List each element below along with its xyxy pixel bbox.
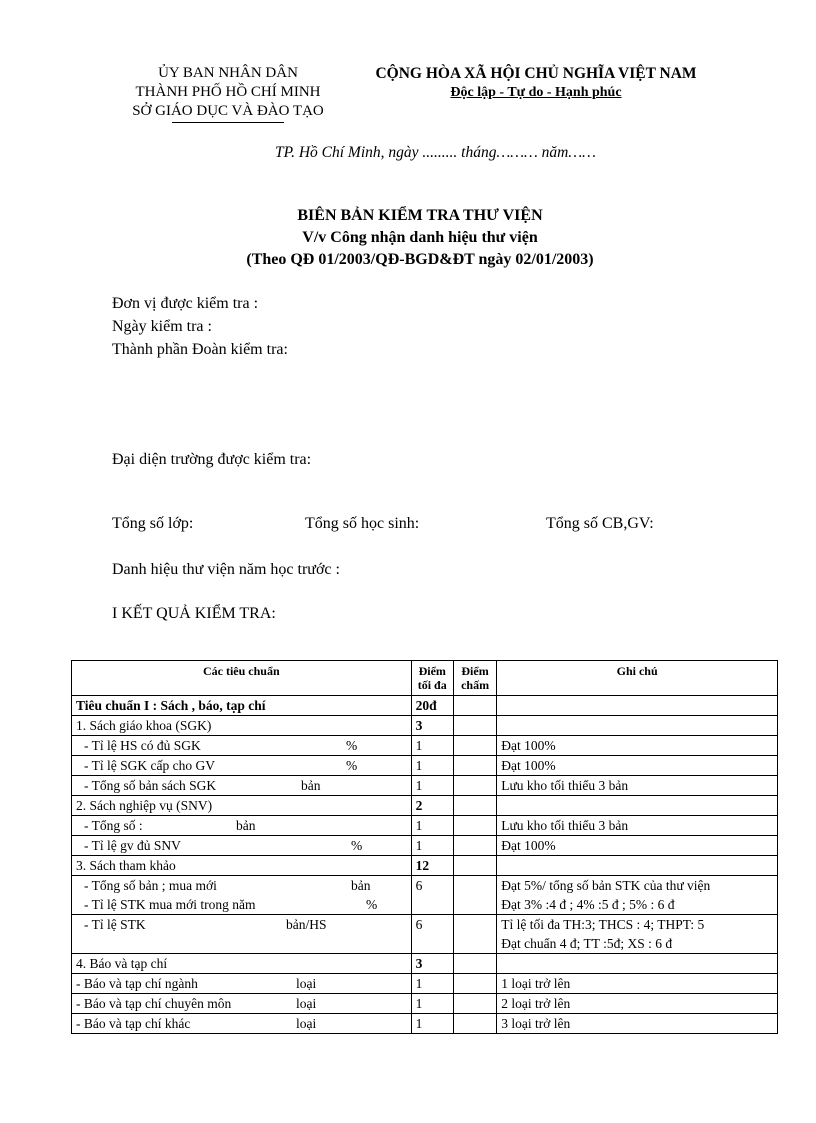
max-score-cell: 1 (411, 1014, 453, 1034)
criteria-unit: bản (236, 818, 256, 833)
title-line-1: BIÊN BẢN KIỂM TRA THƯ VIỆN (297, 207, 543, 224)
table-row (72, 816, 778, 836)
table-row (72, 716, 778, 736)
criteria-unit: bản (301, 778, 321, 793)
note-cell (497, 876, 778, 915)
org-line-1: ỦY BAN NHÂN DÂN (158, 65, 298, 81)
criteria-unit: bản/HS (286, 917, 327, 932)
given-score-cell[interactable] (453, 994, 496, 1014)
nation-name: CỘNG HÒA XÃ HỘI CHỦ NGHĨA VIỆT NAM (375, 65, 697, 82)
given-score-cell[interactable] (453, 736, 496, 756)
note-cell (497, 756, 778, 776)
table-row (72, 974, 778, 994)
table-row (72, 876, 778, 915)
field-unit: Đơn vị được kiểm tra : (112, 295, 259, 312)
note-line: 2 loại trở lên (501, 996, 571, 1011)
note-cell (497, 816, 778, 836)
table-row (72, 756, 778, 776)
table-row (72, 954, 778, 974)
note-line: Đạt chuẩn 4 đ; TT :5đ; XS : 6 đ (501, 936, 673, 951)
given-score-cell[interactable] (453, 796, 496, 816)
note-cell (497, 915, 778, 954)
note-cell (497, 796, 778, 816)
table-row (72, 915, 778, 954)
criteria-label: 3. Sách tham khảo (76, 858, 176, 873)
given-score-cell[interactable] (453, 915, 496, 954)
max-score-cell: 1 (411, 816, 453, 836)
given-score-cell[interactable] (453, 756, 496, 776)
note-line: Đạt 100% (501, 738, 556, 753)
criteria-cell (72, 994, 412, 1014)
table-row (72, 836, 778, 856)
criteria-cell (72, 836, 412, 856)
given-score-cell[interactable] (453, 696, 496, 716)
criteria-table (71, 660, 778, 1034)
max-score-cell: 6 (411, 915, 453, 954)
criteria-label: 4. Báo và tạp chí (76, 956, 168, 971)
max-score-cell: 1 (411, 974, 453, 994)
field-total-staff: Tổng số CB,GV: (546, 515, 654, 532)
criteria-label: - Tổng số bản sách SGK (84, 778, 217, 793)
criteria-cell (72, 736, 412, 756)
note-line (501, 696, 773, 715)
issuing-authority (108, 64, 348, 121)
criteria-cell (72, 954, 412, 974)
note-line: Đạt 5%/ tổng số bản STK của thư viện (501, 878, 711, 893)
note-line: Lưu kho tối thiểu 3 bản (501, 778, 629, 793)
field-representative: Đại diện trường được kiểm tra: (112, 451, 312, 468)
note-line: Đạt 100% (501, 758, 556, 773)
criteria-cell (72, 816, 412, 836)
criteria-cell (72, 776, 412, 796)
table-row (72, 856, 778, 876)
max-score-cell: 2 (411, 796, 453, 816)
criteria-cell (72, 696, 412, 716)
criteria-unit: % (346, 758, 358, 773)
header-max-line2: tối đa (417, 678, 447, 692)
field-total-students: Tổng số học sinh: (305, 515, 420, 532)
note-cell (497, 696, 778, 716)
max-score-cell: 1 (411, 836, 453, 856)
inspection-table (71, 660, 778, 1034)
table-row (72, 994, 778, 1014)
criteria-label: - Tổng số : (84, 818, 143, 833)
given-score-cell[interactable] (453, 1014, 496, 1034)
criteria-cell (72, 856, 412, 876)
criteria-cell (72, 915, 412, 954)
criteria-unit: loại (296, 976, 317, 991)
title-line-2: V/v Công nhận danh hiệu thư viện (302, 229, 538, 246)
criteria-label: - Tỉ lệ SGK cấp cho GV (84, 758, 215, 773)
title-line-3: (Theo QĐ 01/2003/QĐ-BGD&ĐT ngày 02/01/2003) (246, 251, 594, 268)
max-score-cell: 1 (411, 776, 453, 796)
note-cell (497, 994, 778, 1014)
criteria-label: 2. Sách nghiệp vụ (SNV) (76, 798, 213, 813)
header-note: Ghi chú (497, 661, 778, 696)
section-result-heading: I KẾT QUẢ KIỂM TRA: (112, 605, 276, 622)
note-cell (497, 1014, 778, 1034)
table-row (72, 796, 778, 816)
motto-text: Độc lập - Tự do - Hạnh phúc (450, 85, 622, 100)
note-cell (497, 736, 778, 756)
note-line (501, 856, 773, 875)
criteria-cell (72, 974, 412, 994)
table-row (72, 776, 778, 796)
criteria-cell (72, 876, 412, 915)
field-date: Ngày kiểm tra : (112, 318, 212, 335)
criteria-label: - Tỉ lệ HS có đủ SGK (84, 738, 201, 753)
criteria-unit: loại (296, 996, 317, 1011)
criteria-cell (72, 756, 412, 776)
criteria-label: - Báo và tạp chí khác (76, 1016, 191, 1031)
given-score-cell[interactable] (453, 716, 496, 736)
given-score-cell[interactable] (453, 974, 496, 994)
criteria-label: - Báo và tạp chí chuyên môn (76, 996, 232, 1011)
max-score-cell: 12 (411, 856, 453, 876)
note-line: Tỉ lệ tối đa TH:3; THCS : 4; THPT: 5 (501, 917, 705, 932)
national-header (355, 64, 717, 102)
org-line-3: SỞ GIÁO DỤC VÀ ĐÀO TẠO (132, 103, 324, 119)
criteria-unit: % (346, 738, 358, 753)
table-row (72, 1014, 778, 1034)
field-total-classes: Tổng số lớp: (112, 515, 194, 532)
note-line (501, 796, 773, 815)
criteria-label: - Tỉ lệ STK mua mới trong năm (84, 897, 256, 912)
note-line: 3 loại trở lên (501, 1016, 571, 1031)
note-line: 1 loại trở lên (501, 976, 571, 991)
note-line (501, 954, 773, 973)
org-underline (172, 122, 284, 123)
max-score-cell: 1 (411, 736, 453, 756)
criteria-label: - Tổng số bản ; mua mới (84, 878, 217, 893)
criteria-unit: % (366, 897, 378, 912)
max-score-cell: 6 (411, 876, 453, 915)
criteria-unit: loại (296, 1016, 317, 1031)
criteria-label: - Tỉ lệ gv đủ SNV (84, 838, 181, 853)
table-row (72, 736, 778, 756)
given-score-cell[interactable] (453, 836, 496, 856)
criteria-label: 1. Sách giáo khoa (SGK) (76, 718, 212, 733)
note-cell (497, 776, 778, 796)
given-score-cell[interactable] (453, 776, 496, 796)
header-score-line1: Điểm (461, 664, 489, 678)
given-score-cell[interactable] (453, 876, 496, 915)
max-score-cell: 1 (411, 994, 453, 1014)
note-cell (497, 836, 778, 856)
note-cell (497, 716, 778, 736)
given-score-cell[interactable] (453, 954, 496, 974)
note-cell (497, 974, 778, 994)
date-line: TP. Hồ Chí Minh, ngày ......... tháng……… năm…… (275, 144, 596, 161)
header-max-line1: Điểm (418, 664, 446, 678)
table-header-row (72, 661, 778, 696)
header-score-line2: chấm (461, 678, 490, 692)
given-score-cell[interactable] (453, 816, 496, 836)
header-criteria: Các tiêu chuẩn (72, 661, 412, 696)
header-max-score (411, 661, 453, 696)
table-body (72, 696, 778, 1034)
note-cell (497, 954, 778, 974)
given-score-cell[interactable] (453, 856, 496, 876)
criteria-label: Tiêu chuẩn I : Sách , báo, tạp chí (76, 698, 266, 713)
max-score-cell: 1 (411, 756, 453, 776)
criteria-label: - Tỉ lệ STK (84, 917, 146, 932)
table-row (72, 696, 778, 716)
motto (355, 84, 717, 102)
field-members: Thành phần Đoàn kiểm tra: (112, 341, 288, 358)
header-given-score (453, 661, 496, 696)
max-score-cell: 3 (411, 716, 453, 736)
field-previous-title: Danh hiệu thư viện năm học trước : (112, 561, 340, 578)
max-score-cell: 3 (411, 954, 453, 974)
criteria-unit: % (351, 838, 363, 853)
criteria-unit: bản (351, 878, 371, 893)
max-score-cell: 20đ (411, 696, 453, 716)
note-line: Đạt 100% (501, 838, 556, 853)
org-line-2: THÀNH PHỐ HỒ CHÍ MINH (135, 84, 321, 100)
document-title (180, 205, 660, 271)
criteria-cell (72, 796, 412, 816)
note-line (501, 716, 773, 735)
note-line: Đạt 3% :4 đ ; 4% :5 đ ; 5% : 6 đ (501, 897, 675, 912)
note-cell (497, 856, 778, 876)
criteria-label: - Báo và tạp chí ngành (76, 976, 198, 991)
note-line: Lưu kho tối thiểu 3 bản (501, 818, 629, 833)
criteria-cell (72, 1014, 412, 1034)
criteria-cell (72, 716, 412, 736)
